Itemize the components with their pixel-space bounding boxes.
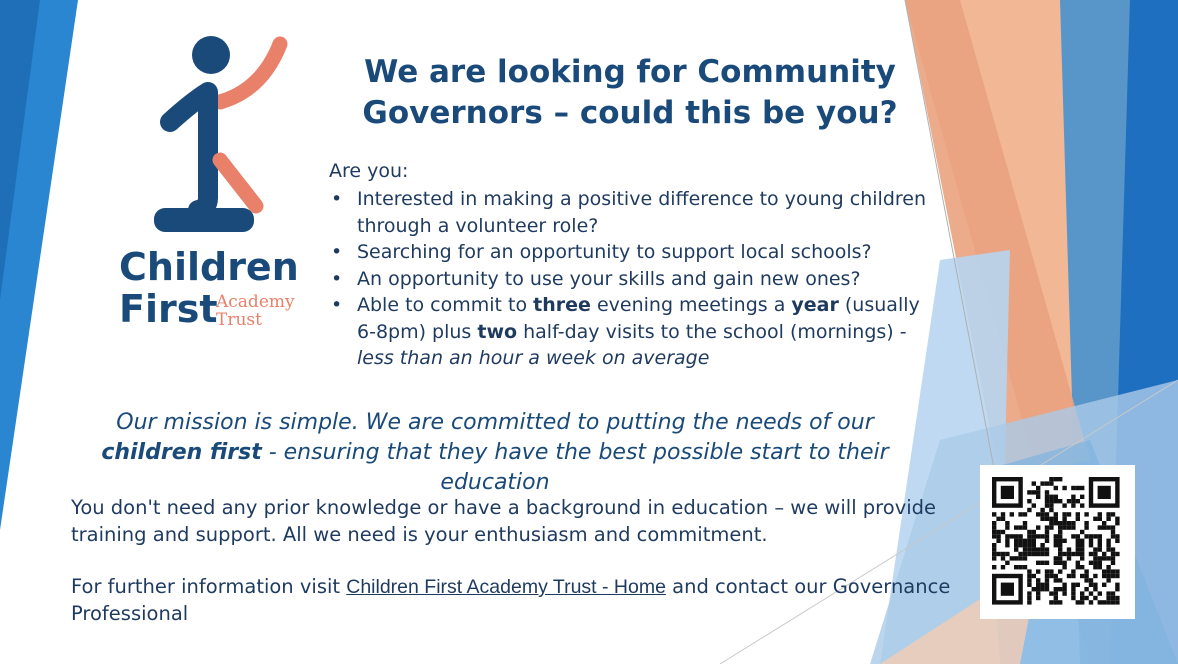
mission-statement <box>70 408 920 498</box>
qr-code-icon <box>980 465 1135 619</box>
emphasis-two: two <box>477 320 518 343</box>
mission-emphasis: children first <box>101 440 262 465</box>
list-item <box>329 266 929 293</box>
bullet-icon: • <box>331 267 343 290</box>
contact-text-end: and contact our Governance Professional <box>71 575 951 625</box>
title-line-2: Governors – could this be you? <box>362 95 898 131</box>
list-item-text <box>357 294 920 369</box>
logo-sub-trust: Trust <box>216 309 262 330</box>
bullet-icon: • <box>331 294 343 316</box>
support-paragraph: You don't need any prior knowledge or have a background in education – we will provide training and support. All we need is your enthusiasm and commitment. <box>71 496 937 546</box>
text-part: half-day visits to the school (mornings) - <box>517 320 907 343</box>
logo-text-children: Children <box>119 245 299 289</box>
trust-home-link[interactable]: Children First Academy Trust - Home <box>346 576 666 598</box>
intro-text: Are you: <box>329 160 409 182</box>
mission-text-end: - ensuring that they have the best possible start to their education <box>261 440 889 495</box>
list-item <box>329 239 929 266</box>
logo-text-academy-trust <box>216 294 295 330</box>
contact-paragraph <box>71 574 951 627</box>
title-line-1: We are looking for Community <box>364 54 896 90</box>
logo-sub-academy: Academy <box>216 292 295 312</box>
list-item-text: An opportunity to use your skills and gain new ones? <box>357 267 861 290</box>
bullet-icon: • <box>331 241 343 263</box>
list-item-text: Interested in making a positive difference to young children through a volunteer role? <box>357 188 927 237</box>
logo-text-first: First <box>119 287 218 331</box>
text-part: Able to commit to <box>357 294 534 316</box>
bullet-icon: • <box>331 188 343 210</box>
emphasis-three: three <box>533 294 591 316</box>
list-item <box>329 186 929 239</box>
criteria-list <box>329 186 929 372</box>
list-item-text: Searching for an opportunity to support local schools? <box>357 241 872 263</box>
list-item <box>329 292 929 372</box>
emphasis-average: less than an hour a week on average <box>357 347 710 369</box>
emphasis-year: year <box>791 294 839 316</box>
text-part: (usually 6-8pm) plus <box>357 294 920 343</box>
mission-text: Our mission is simple. We are committed to putting the needs of our <box>116 410 874 435</box>
qr-code[interactable] <box>980 465 1135 619</box>
page-title <box>330 52 930 134</box>
contact-text: For further information visit <box>71 575 347 598</box>
text-part: evening meetings a <box>590 294 792 316</box>
